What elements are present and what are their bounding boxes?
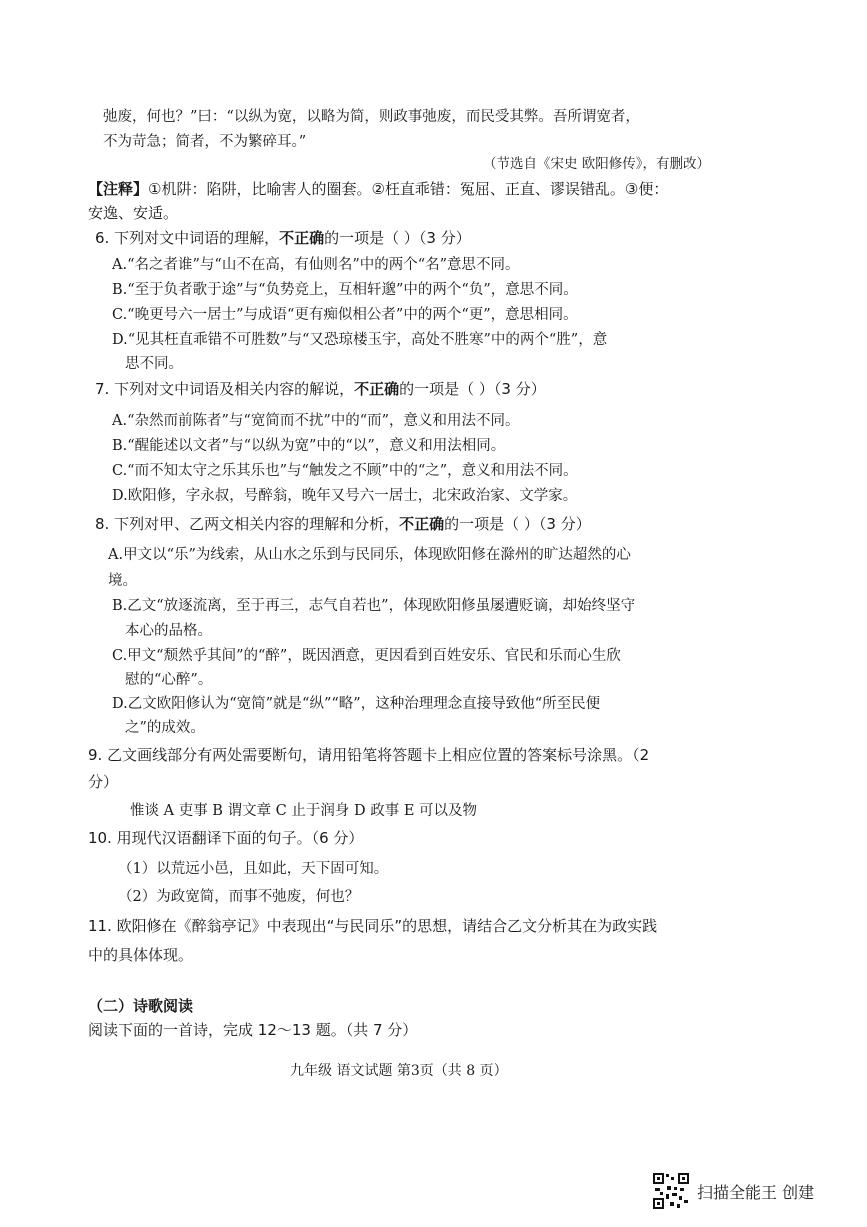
q8-option-c-cont: 慰的“心醉”。 [125,672,213,688]
q10-item-2: （2）为政宽简，而事不弛废，何也？ [118,889,360,905]
question-6 [95,229,471,247]
q7-suffix: 的一项是（ ）（3 分） [399,380,546,398]
q8-option-c: C.甲文“颓然乎其间”的“醉”，既因酒意，更因看到百姓安乐、官民和乐而心生欣 [112,648,621,664]
question-9-cont: 分） [88,773,119,791]
passage-line-2: 不为苛急；简者，不为繁碎耳。” [103,134,307,150]
q9-sentence: 惟谈 A 吏事 B 谓文章 C 止于润身 D 政事 E 可以及物 [130,803,478,819]
question-7 [95,380,546,398]
qr-code-icon [652,1172,690,1210]
q8-option-a: A.甲文以“乐”为线索，从山水之乐到与民同乐，体现欧阳修在滁州的旷达超然的心 [108,547,631,563]
notes-line-2: 安逸、安适。 [88,204,179,222]
q8-option-b-cont: 本心的品格。 [125,623,212,639]
q8-prefix: 8. 下列对甲、乙两文相关内容的理解和分析， [95,515,400,533]
page-footer: 九年级 语文试题 第3页（共 8 页） [290,1063,508,1079]
notes-text: ①机阱：陷阱，比喻害人的圈套。②枉直乖错：冤屈、正直、谬误错乱。③便： [148,180,669,198]
question-10: 10. 用现代汉语翻译下面的句子。（6 分） [88,829,364,847]
q6-option-c: C.“晚更号六一居士”与成语“更有痴似相公者”中的两个“更”，意思相同。 [112,307,578,323]
section-2-intro: 阅读下面的一首诗，完成 12～13 题。（共 7 分） [88,1021,418,1039]
q7-option-d: D.欧阳修，字永叔，号醉翁，晚年又号六一居士，北宋政治家、文学家。 [112,488,578,504]
q6-option-d-cont: 思不同。 [125,356,183,372]
q8-option-a-cont: 境。 [108,573,137,589]
passage-line-1: 弛废，何也？”曰：“以纵为宽，以略为简，则政事弛废，而民受其弊。吾所谓宽者， [103,109,640,125]
q6-emphasis: 不正确 [279,229,325,247]
q7-emphasis: 不正确 [354,380,400,398]
q7-option-b: B.“醒能述以文者”与“以纵为宽”中的“以”，意义和用法相同。 [112,438,506,454]
q6-option-a: A.“名之者谁”与“山不在高，有仙则名”中的两个“名”意思不同。 [112,257,520,273]
q6-option-d: D.“见其枉直乖错不可胜数”与“又恐琼楼玉宇，高处不胜寒”中的两个“胜”，意 [112,332,608,348]
notes-label: 【注释】 [88,180,149,198]
q8-option-b: B.乙文“放逐流离，至于再三，志气自若也”，体现欧阳修虽屡遭贬谪，却始终坚守 [112,598,636,614]
question-11: 11. 欧阳修在《醉翁亭记》中表现出“与民同乐”的思想，请结合乙文分析其在为政实践 [88,917,658,935]
q8-option-d: D.乙文欧阳修认为“宽简”就是“纵”“略”，这种治理理念直接导致他“所至民便 [112,696,601,712]
q6-prefix: 6. 下列对文中词语的理解， [95,229,280,247]
section-2-heading: （二）诗歌阅读 [88,997,194,1015]
q7-option-a: A.“杂然而前陈者”与“宽简而不扰”中的“而”，意义和用法不同。 [112,413,520,429]
q6-suffix: 的一项是（ ）（3 分） [324,229,471,247]
q6-option-b: B.“至于负者歌于途”与“负势竞上，互相轩邈”中的两个“负”，意思不同。 [112,282,578,298]
q7-option-c: C.“而不知太守之乐其乐也”与“触发之不顾”中的“之”，意义和用法不同。 [112,463,578,479]
q8-emphasis: 不正确 [399,515,445,533]
passage-source: （节选自《宋史 欧阳修传》，有删改） [483,156,711,172]
q8-suffix: 的一项是（ ）（3 分） [444,515,591,533]
q10-item-1: （1）以荒远小邑，且如此，天下固可知。 [118,861,389,877]
notes [88,180,668,198]
question-8 [95,515,591,533]
q8-option-d-cont: 之”的成效。 [125,720,205,736]
question-11-cont: 中的具体体现。 [88,946,194,964]
question-9: 9. 乙文画线部分有两处需要断句，请用铅笔将答题卡上相应位置的答案标号涂黑。（2 [88,746,650,764]
scanner-watermark: 扫描全能王 创建 [697,1183,815,1202]
q7-prefix: 7. 下列对文中词语及相关内容的解说， [95,380,355,398]
